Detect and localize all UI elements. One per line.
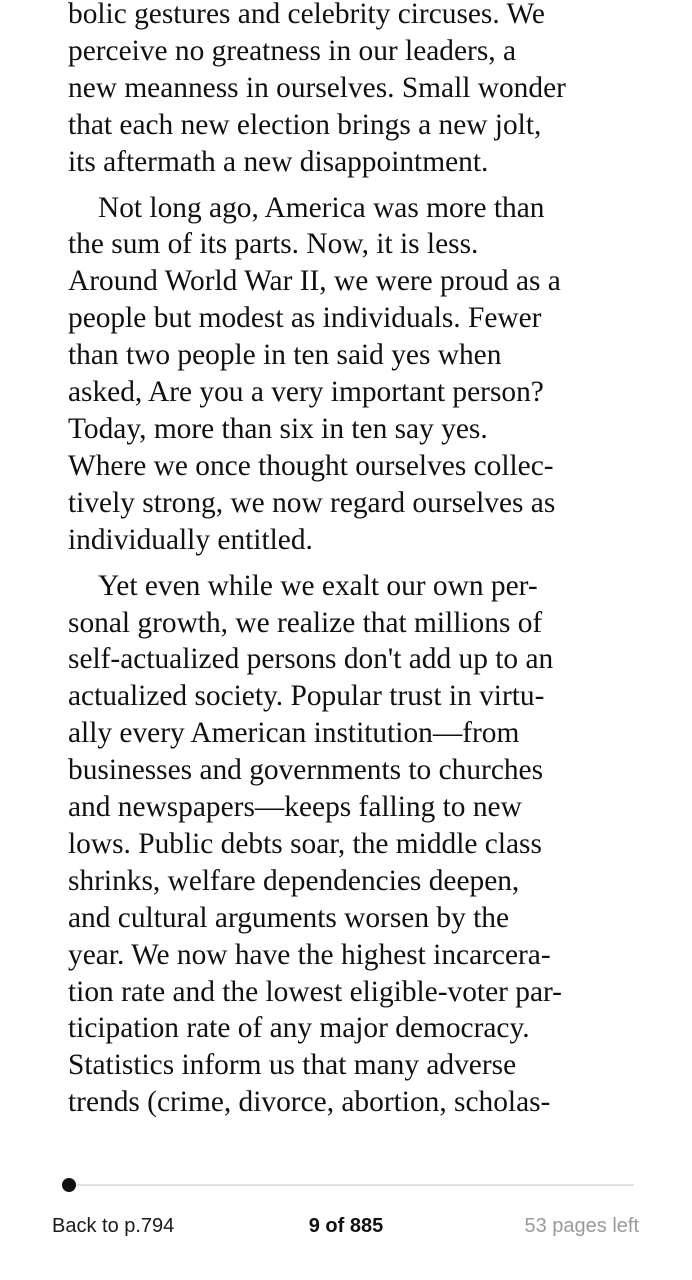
text-line: tion rate and the lowest eligible-voter par- xyxy=(68,975,562,1008)
text-line: sonal growth, we realize that millions of xyxy=(68,606,543,639)
text-line: perceive no greatness in our leaders, a xyxy=(68,34,517,67)
paragraph xyxy=(68,190,638,559)
text-line: Not long ago, America was more than xyxy=(98,191,545,224)
text-line: Where we once thought ourselves collec- xyxy=(68,449,554,482)
progress-knob[interactable] xyxy=(62,1178,76,1192)
text-line: year. We now have the highest incarcera- xyxy=(68,938,551,971)
progress-track[interactable] xyxy=(64,1184,634,1186)
text-line: that each new election brings a new jolt, xyxy=(68,108,542,141)
text-line: Around World War II, we were proud as a xyxy=(68,265,561,298)
pages-left-label: 53 pages left xyxy=(524,1215,639,1237)
text-line: Today, more than six in ten say yes. xyxy=(68,412,488,445)
text-line: asked, Are you a very important person? xyxy=(68,376,544,409)
reader-footer xyxy=(0,1211,692,1241)
text-line: self-actualized persons don't add up to an xyxy=(68,643,554,676)
text-line: and newspapers—keeps falling to new xyxy=(68,791,522,824)
text-line: new meanness in ourselves. Small wonder xyxy=(68,71,566,104)
page-indicator: 9 of 885 xyxy=(308,1215,384,1237)
text-line: individually entitled. xyxy=(68,523,313,556)
text-line: trends (crime, divorce, abortion, scholas- xyxy=(68,1086,551,1119)
text-line: businesses and governments to churches xyxy=(68,754,544,787)
text-line: the sum of its parts. Now, it is less. xyxy=(68,228,479,261)
paragraph xyxy=(68,0,638,181)
text-line: bolic gestures and celebrity circuses. We xyxy=(68,0,545,30)
text-line: ally every American institution—from xyxy=(68,717,520,750)
paragraph xyxy=(68,568,638,1122)
back-to-page-button[interactable]: Back to p.794 xyxy=(52,1215,175,1237)
text-line: tively strong, we now regard ourselves as xyxy=(68,486,556,519)
text-line: than two people in ten said yes when xyxy=(68,339,502,372)
text-line: Statistics inform us that many adverse xyxy=(68,1049,517,1082)
text-line: actualized society. Popular trust in virtu- xyxy=(68,680,545,713)
text-line: lows. Public debts soar, the middle class xyxy=(68,827,542,860)
reading-progress-slider[interactable] xyxy=(58,1178,634,1192)
book-page-text xyxy=(68,0,638,1121)
text-line: and cultural arguments worsen by the xyxy=(68,901,510,934)
text-line: people but modest as individuals. Fewer xyxy=(68,302,542,335)
text-line: its aftermath a new disappointment. xyxy=(68,145,489,178)
text-line: shrinks, welfare dependencies deepen, xyxy=(68,864,520,897)
text-line: ticipation rate of any major democracy. xyxy=(68,1012,530,1045)
text-line: Yet even while we exalt our own per- xyxy=(98,569,538,602)
